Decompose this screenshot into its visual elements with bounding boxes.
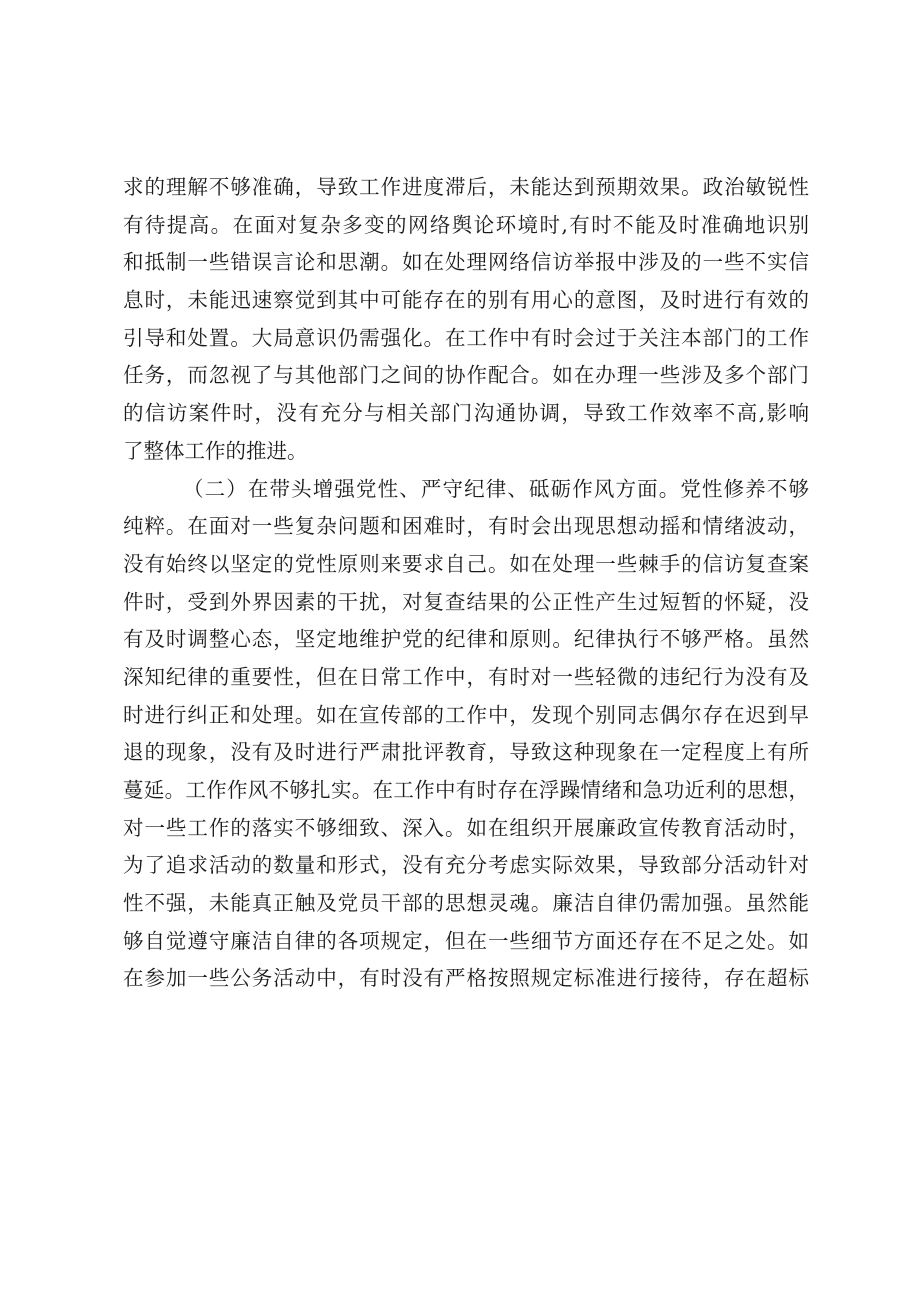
text-line: 时进行纠正和处理。如在宣传部的工作中，发现个别同志偶尔存在迟到早	[123, 702, 809, 727]
text-line: 纯粹。在面对一些复杂问题和困难时，有时会出现思想动摇和情绪波动，	[123, 514, 809, 539]
text-line: 蔓延。工作作风不够扎实。在工作中有时存在浮躁情绪和急功近利的思想，	[123, 778, 809, 802]
text-line: 了整体工作的推进。	[123, 438, 308, 463]
text-line: 没有始终以坚定的党性原则来要求自己。如在处理一些棘手的信访复查案	[123, 551, 809, 576]
text-line: 为了追求活动的数量和形式，没有充分考虑实际效果，导致部分活动针对	[123, 853, 809, 878]
text-line: 在参加一些公务活动中，有时没有严格按照规定标准进行接待，存在超标	[123, 966, 809, 991]
text-line: 件时，受到外界因素的干扰，对复查结果的公正性产生过短暂的怀疑，没	[123, 589, 809, 614]
text-line: 求的理解不够准确，导致工作进度滞后，未能达到预期效果。政治敏锐性	[123, 175, 809, 199]
text-line: 的信访案件时，没有充分与相关部门沟通协调，导致工作效率不高,影响	[123, 401, 809, 426]
text-line: 深知纪律的重要性，但在日常工作中，有时对一些轻微的违纪行为没有及	[123, 664, 809, 689]
text-line: 性不强，未能真正触及党员干部的思想灵魂。廉洁自律仍需加强。虽然能	[123, 891, 809, 916]
text-line: 有待提高。在面对复杂多变的网络舆论环境时,有时不能及时准确地识别	[123, 212, 809, 237]
text-line: 息时，未能迅速察觉到其中可能存在的别有用心的意图，及时进行有效的	[123, 288, 809, 313]
section-heading-line: （二）在带头增强党性、严守纪律、砥砺作风方面。党性修养不够	[183, 476, 809, 501]
text-line: 退的现象，没有及时进行严肃批评教育，导致这种现象在一定程度上有所	[123, 740, 809, 765]
document-body	[123, 169, 809, 998]
text-line: 任务，而忽视了与其他部门之间的协作配合。如在办理一些涉及多个部门	[123, 363, 809, 388]
text-line: 够自觉遵守廉洁自律的各项规定，但在一些细节方面还存在不足之处。如	[123, 928, 809, 953]
text-line: 和抵制一些错误言论和思潮。如在处理网络信访举报中涉及的一些不实信	[123, 250, 809, 275]
text-line: 有及时调整心态，坚定地维护党的纪律和原则。纪律执行不够严格。虽然	[123, 627, 809, 652]
text-line: 对一些工作的落实不够细致、深入。如在组织开展廉政宣传教育活动时，	[123, 815, 809, 840]
text-line: 引导和处置。大局意识仍需强化。在工作中有时会过于关注本部门的工作	[123, 325, 809, 350]
